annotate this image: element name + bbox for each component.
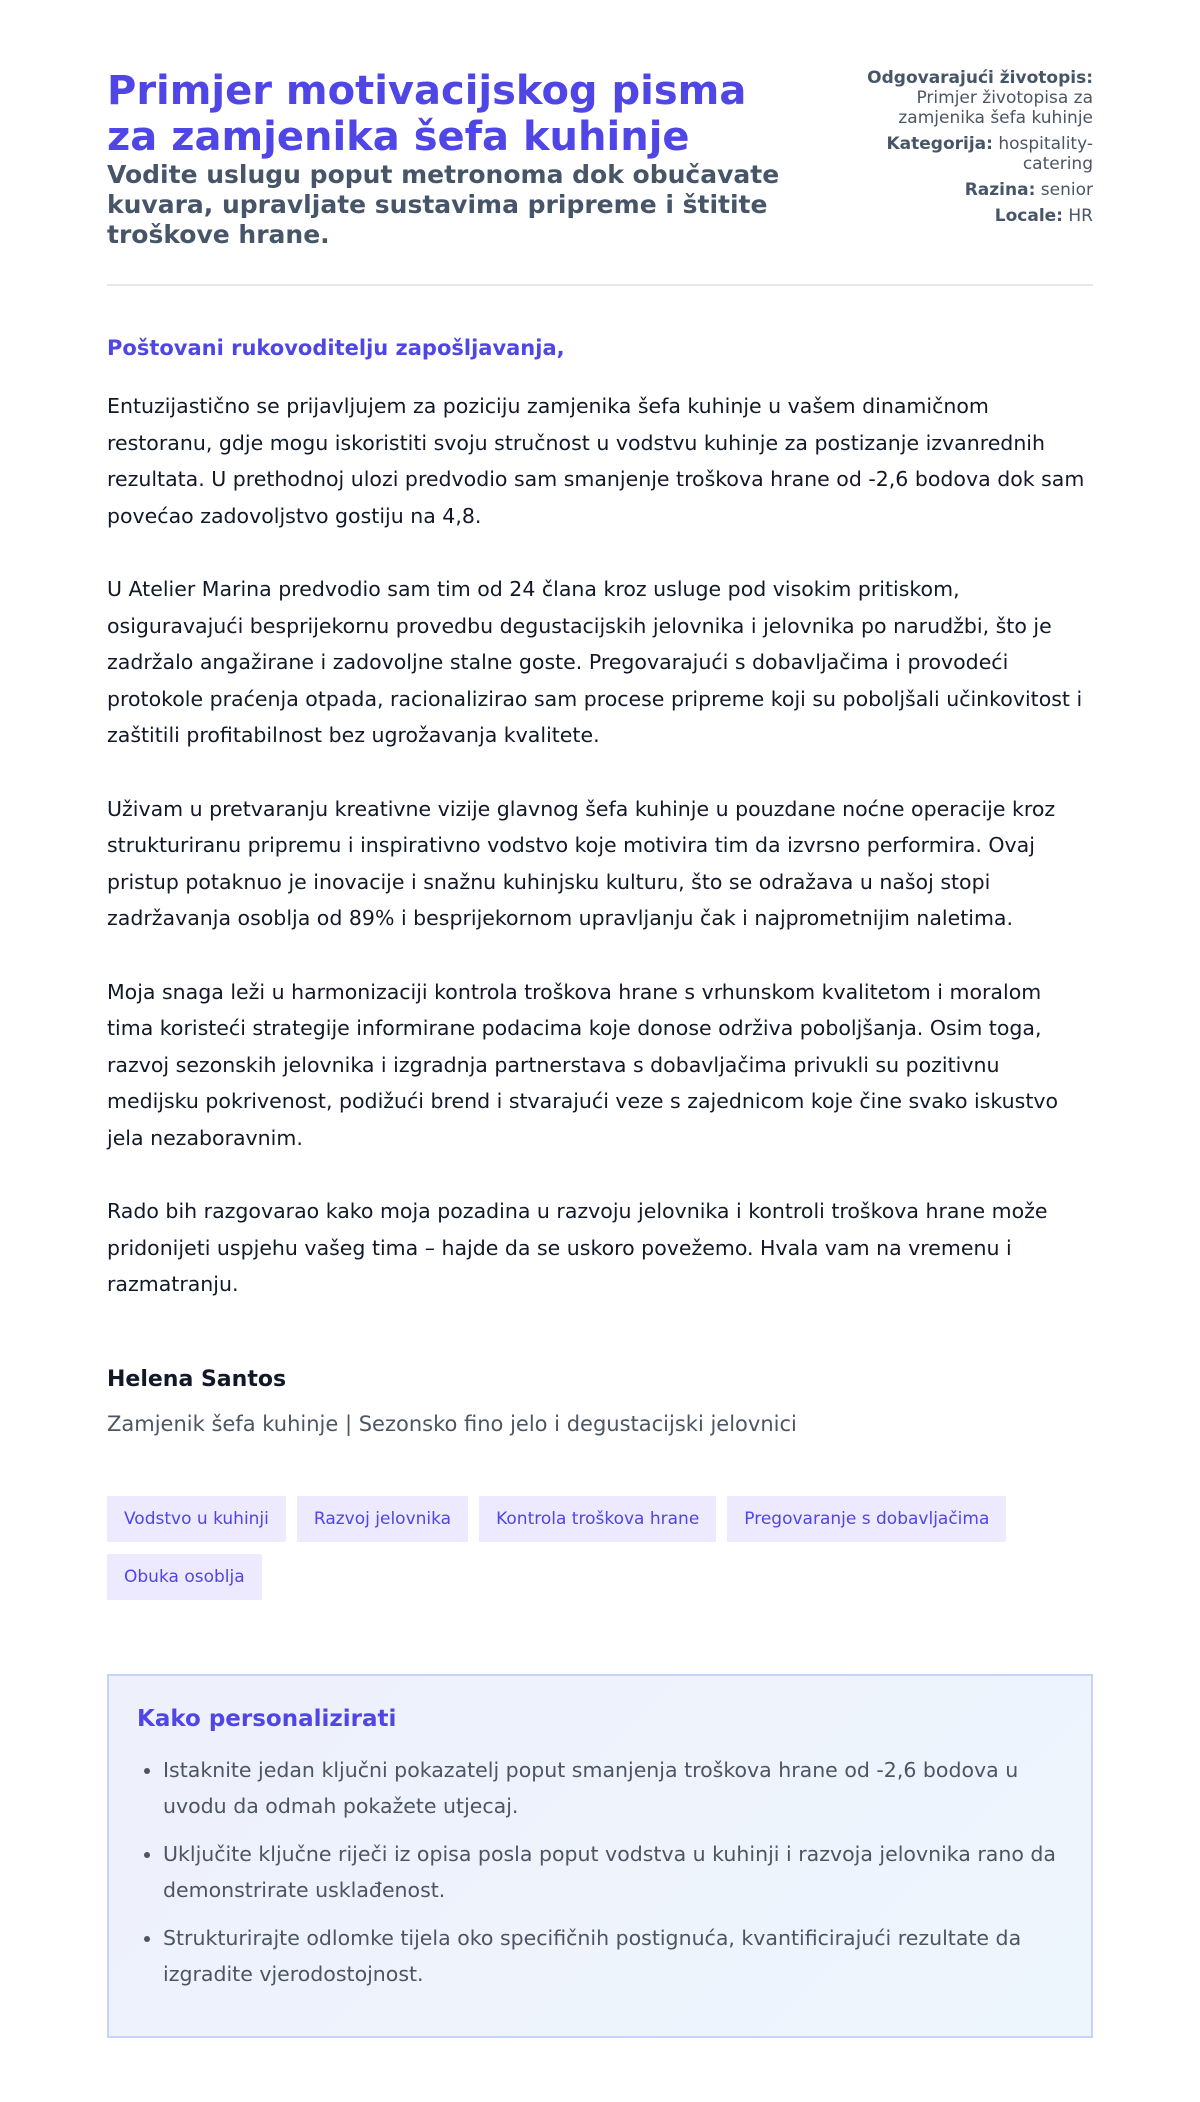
tips-title: Kako personalizirati	[137, 1705, 397, 1732]
tip-item: • Strukturirajte odlomke tijela oko specifičnih postignuća, kvantificirajući rezultate da izgradite vjerodostojnost.	[163, 1920, 1063, 1992]
greeting: Poštovani rukovoditelju zapošljavanja,	[107, 336, 565, 360]
meta-value: hospitality-catering	[998, 134, 1093, 174]
skill-tag: Kontrola troškova hrane	[479, 1496, 716, 1542]
meta-level	[853, 180, 1093, 200]
paragraph: Uživam u pretvaranju kreativne vizije glavnog šefa kuhinje u pouzdane noćne operacije kroz strukturiranu pripremu i inspirativno vodstvo koje motivira tim da izvrsno performira. Ovaj pristup potaknuo je inovacije i snažnu kuhinjsku kulturu, što se odražava u našoj stopi zadržavanja osoblja od 89% i besprijekornom upravljanju čak i najprometnijim naletima.	[107, 796, 1056, 930]
meta-label: Locale:	[994, 206, 1063, 226]
meta-label: Razina:	[964, 180, 1036, 200]
personalization-tips	[107, 1674, 1093, 2038]
meta-value: HR	[1068, 206, 1093, 226]
skill-tags	[107, 1496, 1093, 1600]
tip-item: • Uključite ključne riječi iz opisa posla poput vodstva u kuhinji i razvoja jelovnika rano da demonstrirate usklađenost.	[163, 1836, 1063, 1908]
meta-value: senior	[1040, 180, 1093, 200]
letter-body	[107, 388, 1093, 1303]
page-header	[107, 68, 1093, 286]
meta-resume	[853, 68, 1093, 128]
page-subtitle: Vodite uslugu poput metronoma dok obučavate kuvara, upravljate sustavima pripreme i štitite troškove hrane.	[107, 160, 780, 249]
cover-letter-page	[107, 68, 1093, 2038]
meta-value: Primjer životopisa za zamjenika šefa kuhinje	[898, 88, 1093, 128]
tips-list	[137, 1752, 1063, 1992]
skill-tag: Razvoj jelovnika	[297, 1496, 468, 1542]
signature-title: Zamjenik šefa kuhinje | Sezonsko fino jelo i degustacijski jelovnici	[107, 1411, 797, 1436]
meta-label: Kategorija:	[886, 134, 993, 154]
meta-label: Odgovarajući životopis:	[867, 68, 1093, 88]
signature-name: Helena Santos	[107, 1366, 287, 1392]
title-block	[107, 68, 807, 250]
tip-item: • Istaknite jedan ključni pokazatelj poput smanjenja troškova hrane od -2,6 bodova u uvodu da odmah pokažete utjecaj.	[163, 1752, 1063, 1824]
skill-tag: Vodstvo u kuhinji	[107, 1496, 286, 1542]
paragraph: U Atelier Marina predvodio sam tim od 24 člana kroz usluge pod visokim pritiskom, osiguravajući besprijekornu provedbu degustacijskih jelovnika i jelovnika po narudžbi, što je zadržalo angažirane i zadovoljne stalne goste. Pregovarajući s dobavljačima i provodeći protokole praćenja otpada, racionalizirao sam procese pripreme koji su poboljšali učinkovitost i zaštitili profitabilnost bez ugrožavanja kvalitete.	[107, 577, 1083, 747]
paragraph: Rado bih razgovarao kako moja pozadina u razvoju jelovnika i kontroli troškova hrane može pridonijeti uspjehu vašeg tima – hajde da se uskoro povežemo. Hvala vam na vremenu i razmatranju.	[107, 1199, 1048, 1296]
meta-panel	[853, 68, 1093, 232]
paragraph: Entuzijastično se prijavljujem za poziciju zamjenika šefa kuhinje u vašem dinamičnom restoranu, gdje mogu iskoristiti svoju stručnost u vodstvu kuhinje za postizanje izvanrednih rezultata. U prethodnoj ulozi predvodio sam smanjenje troškova hrane od -2,6 bodova dok sam povećao zadovoljstvo gostiju na 4,8.	[107, 394, 1085, 528]
skill-tag: Obuka osoblja	[107, 1554, 262, 1600]
page-title: Primjer motivacijskog pisma za zamjenika šefa kuhinje	[107, 68, 747, 160]
meta-category	[853, 134, 1093, 174]
meta-locale	[853, 206, 1093, 226]
skill-tag: Pregovaranje s dobavljačima	[727, 1496, 1006, 1542]
paragraph: Moja snaga leži u harmonizaciji kontrola troškova hrane s vrhunskom kvalitetom i moralom tima koristeći strategije informirane podacima koje donose održiva poboljšanja. Osim toga, razvoj sezonskih jelovnika i izgradnja partnerstava s dobavljačima privukli su pozitivnu medijsku pokrivenost, podižući brend i stvarajući veze s zajednicom koje čine svako iskustvo jela nezaboravnim.	[107, 979, 1059, 1150]
